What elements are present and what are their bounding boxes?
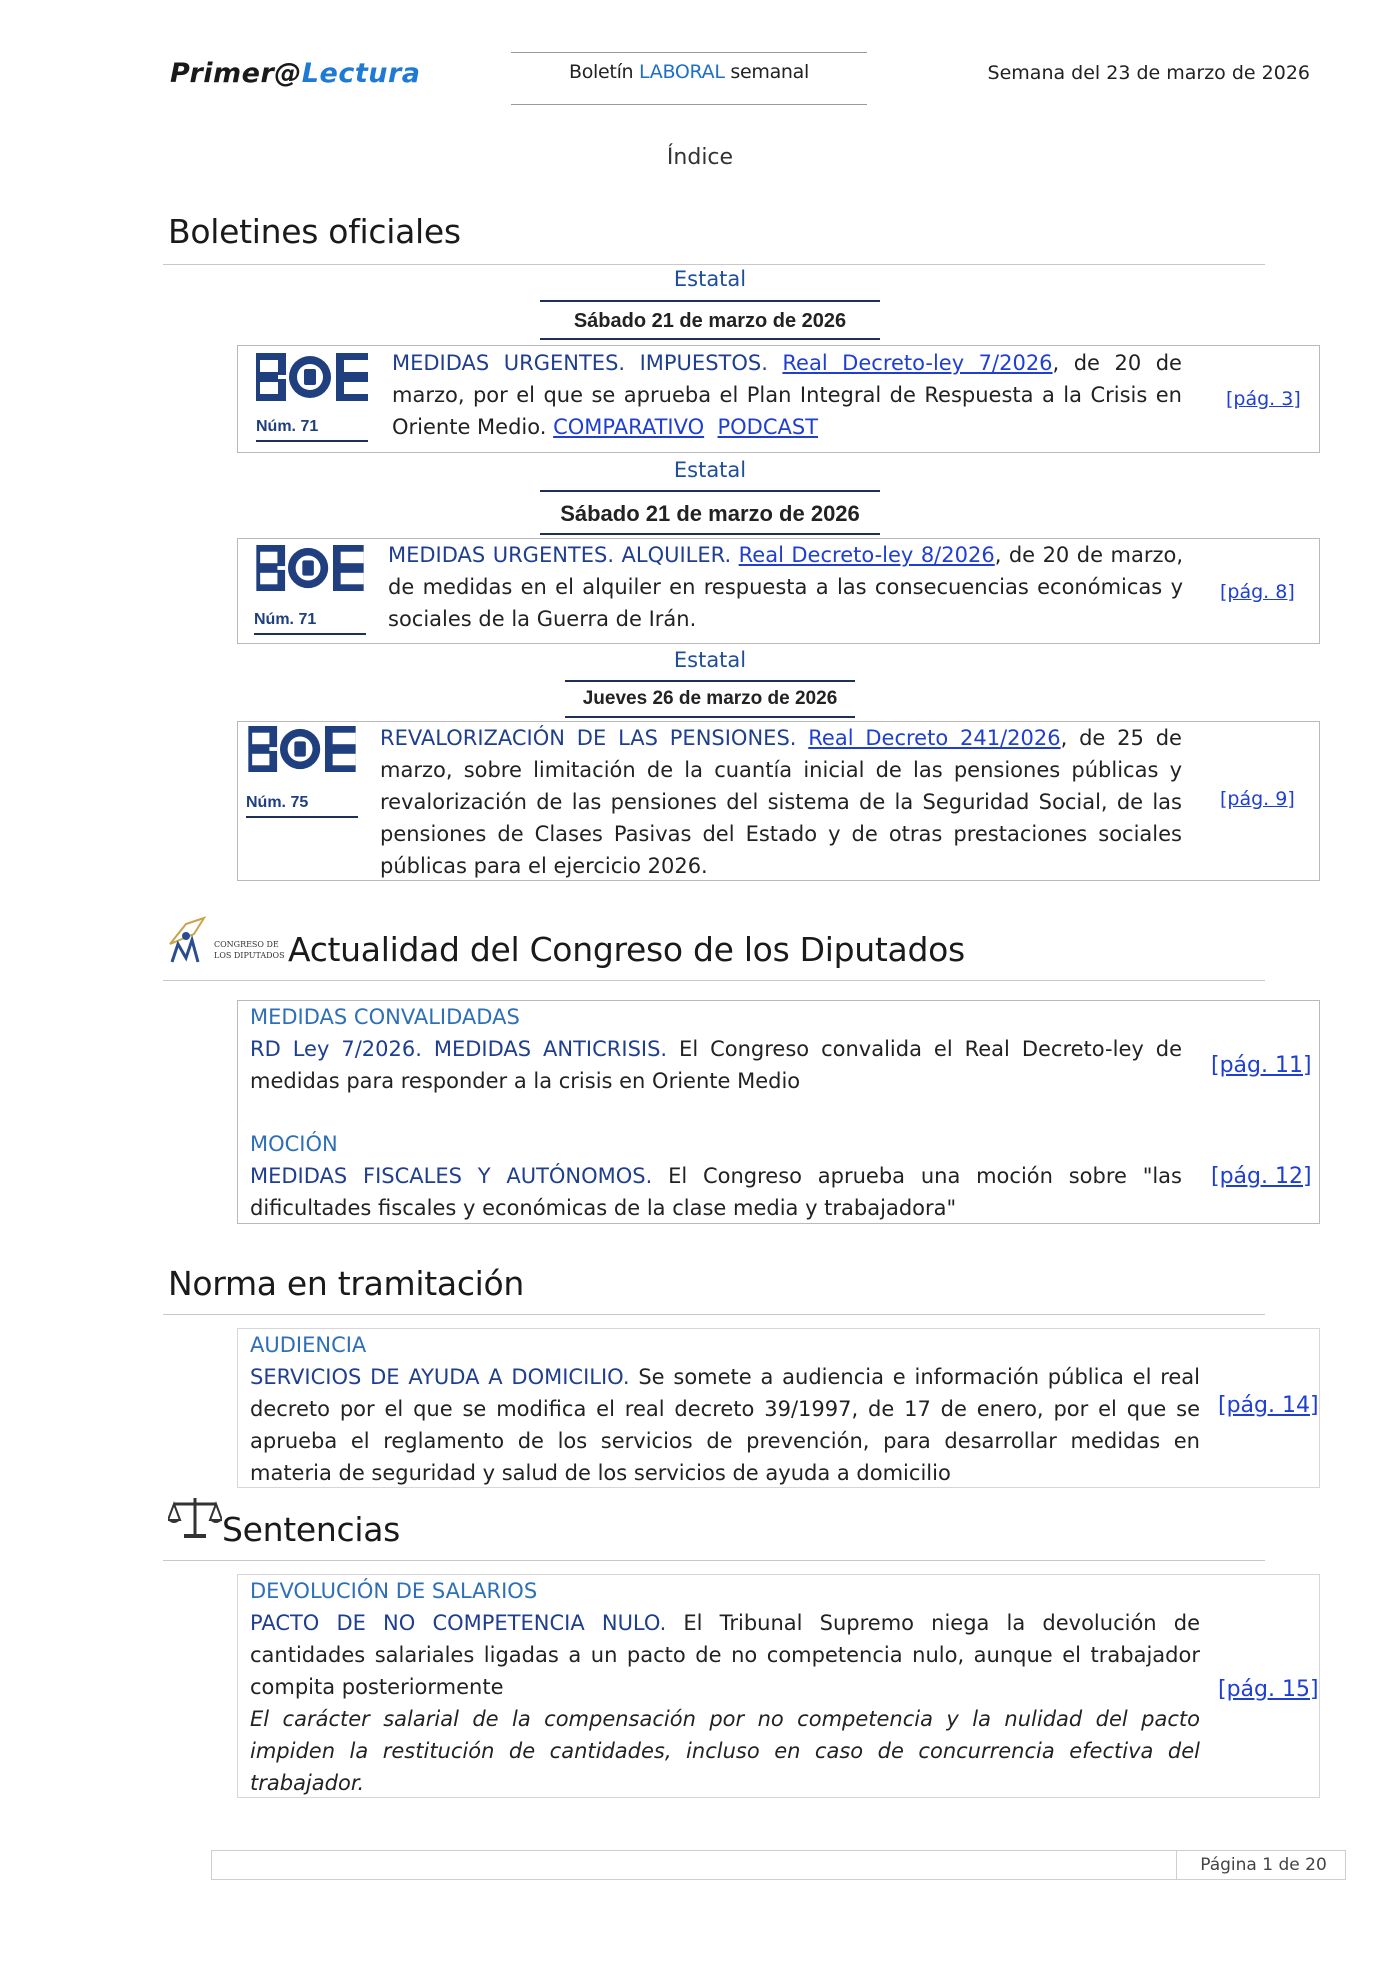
- boe-number: Núm. 71: [256, 418, 368, 442]
- congreso-logo-text-1: CONGRESO DE: [214, 940, 279, 949]
- entry-box-3: [237, 721, 1320, 881]
- page-link[interactable]: [pág. 9]: [1220, 788, 1295, 810]
- section-heading-sentencias: Sentencias: [222, 1510, 401, 1549]
- section-divider: [163, 980, 1265, 981]
- boe-number: Núm. 75: [246, 794, 358, 818]
- item-title: SERVICIOS DE AYUDA A DOMICILIO.: [250, 1365, 630, 1389]
- congreso-item-1: MEDIDAS CONVALIDADAS RD Ley 7/2026. MEDIDAS ANTICRISIS. El Congreso convalida el Real Decreto-ley de medidas para responder a la crisis en Oriente Medio: [250, 1001, 1182, 1097]
- scope-label: Estatal: [673, 267, 747, 291]
- entry-title: REVALORIZACIÓN DE LAS PENSIONES.: [380, 726, 797, 750]
- norma-item: AUDIENCIA SERVICIOS DE AYUDA A DOMICILIO. Se somete a audiencia e información pública el real decreto por el que se modifica el real decreto 39/1997, de 17 de enero, por el que se aprueba el reglamento de los servicios de prevención, para desarrollar medidas en materia de seguridad y salud de los servicios de ayuda a domicilio: [250, 1329, 1200, 1489]
- boe-logo-icon: [254, 545, 366, 591]
- date-bar: Sábado 21 de marzo de 2026: [540, 495, 880, 535]
- entry-text: MEDIDAS URGENTES. ALQUILER. Real Decreto-ley 8/2026, de 20 de marzo, de medidas en el alquiler en respuesta a las consecuencias económicas y sociales de la Guerra de Irán.: [388, 543, 1183, 631]
- decree-link[interactable]: Real Decreto-ley 8/2026: [738, 543, 995, 567]
- section-divider: [163, 1560, 1265, 1561]
- page-link[interactable]: [pág. 14]: [1218, 1393, 1319, 1418]
- item-title: MEDIDAS FISCALES Y AUTÓNOMOS.: [250, 1164, 653, 1188]
- sentencias-item: DEVOLUCIÓN DE SALARIOS PACTO DE NO COMPETENCIA NULO. El Tribunal Supremo niega la devolución de cantidades salariales ligadas a un pacto de no competencia nulo, aunque el trabajador compita posteriormente El carácter salarial de la compensación por no competencia y la nulidad del pacto impiden la restitución de cantidades, incluso en caso de concurrencia efectiva del trabajador.: [250, 1575, 1200, 1799]
- item-summary: El carácter salarial de la compensación por no competencia y la nulidad del pacto impiden la restitución de cantidades, incluso en caso de concurrencia efectiva del trabajador.: [250, 1707, 1200, 1795]
- norma-box: [237, 1328, 1320, 1488]
- page-link[interactable]: [pág. 12]: [1211, 1164, 1312, 1189]
- comparativo-link[interactable]: COMPARATIVO: [553, 415, 705, 439]
- scope-underline: [540, 300, 880, 302]
- section-divider: [163, 1314, 1265, 1315]
- logo-part2: Lectura: [301, 58, 421, 89]
- logo-part1: Primer@: [170, 58, 302, 89]
- item-category: DEVOLUCIÓN DE SALARIOS: [250, 1579, 538, 1603]
- item-title: PACTO DE NO COMPETENCIA NULO.: [250, 1611, 667, 1635]
- index-title: Índice: [666, 145, 734, 170]
- section-heading-norma: Norma en tramitación: [168, 1264, 525, 1303]
- boe-logo-icon: [256, 353, 368, 401]
- scope-underline: [565, 680, 855, 682]
- page-link[interactable]: [pág. 8]: [1220, 581, 1295, 603]
- entry-title: MEDIDAS URGENTES. ALQUILER.: [388, 543, 732, 567]
- section-heading-boletines: Boletines oficiales: [168, 212, 461, 251]
- entry-text: MEDIDAS URGENTES. IMPUESTOS. Real Decreto-ley 7/2026, de 20 de marzo, por el que se aprueba el Plan Integral de Respuesta a la Crisis en Oriente Medio. COMPARATIVO PODCAST: [392, 351, 1182, 439]
- entry-text: REVALORIZACIÓN DE LAS PENSIONES. Real Decreto 241/2026, de 25 de marzo, sobre limitación de la cuantía inicial de las pensiones públicas y revalorización de las pensiones del sistema de la Seguridad Social, de las pensiones de Clases Pasivas del Estado y de otras prestaciones sociales públicas para el ejercicio 2026.: [380, 726, 1182, 878]
- sentencias-box: [237, 1574, 1320, 1798]
- page-link[interactable]: [pág. 11]: [1211, 1053, 1312, 1078]
- section-heading-congreso: Actualidad del Congreso de los Diputados: [288, 930, 965, 969]
- congreso-logo-icon: [164, 914, 288, 966]
- entry-box-2: [237, 538, 1320, 644]
- entry-title: MEDIDAS URGENTES. IMPUESTOS.: [392, 351, 768, 375]
- decree-link[interactable]: Real Decreto 241/2026: [808, 726, 1061, 750]
- page-link[interactable]: [pág. 3]: [1226, 388, 1301, 410]
- decree-link[interactable]: Real Decreto-ley 7/2026: [782, 351, 1053, 375]
- page-number: Página 1 de 20: [1200, 1855, 1327, 1875]
- entry-box-1: [237, 345, 1320, 453]
- congreso-box: [237, 1000, 1320, 1224]
- item-category: AUDIENCIA: [250, 1333, 367, 1357]
- section-divider: [163, 264, 1265, 265]
- item-category: MEDIDAS CONVALIDADAS: [250, 1005, 520, 1029]
- brand-logo: [170, 58, 420, 89]
- week-label: Semana del 23 de marzo de 2026: [987, 62, 1310, 84]
- scope-label: Estatal: [673, 648, 747, 672]
- congreso-logo-text-2: LOS DIPUTADOS: [214, 951, 285, 960]
- boe-logo-icon: [246, 726, 358, 772]
- page-link[interactable]: [pág. 15]: [1218, 1677, 1319, 1702]
- date-bar: Sábado 21 de marzo de 2026: [540, 306, 880, 340]
- item-category: MOCIÓN: [250, 1132, 338, 1156]
- footer-divider: [1176, 1850, 1177, 1880]
- scope-underline: [540, 490, 880, 492]
- item-title: RD Ley 7/2026. MEDIDAS ANTICRISIS.: [250, 1037, 668, 1061]
- congreso-item-2: MOCIÓN MEDIDAS FISCALES Y AUTÓNOMOS. El Congreso aprueba una moción sobre "las dificultades fiscales y económicas de la clase media y trabajadora": [250, 1128, 1182, 1224]
- scales-icon: [168, 1494, 222, 1540]
- date-bar: Jueves 26 de marzo de 2026: [565, 684, 855, 718]
- scope-label: Estatal: [673, 458, 747, 482]
- boe-number: Núm. 71: [254, 611, 366, 635]
- bulletin-title: Boletín LABORAL semanal: [511, 52, 867, 105]
- podcast-link[interactable]: PODCAST: [717, 415, 819, 439]
